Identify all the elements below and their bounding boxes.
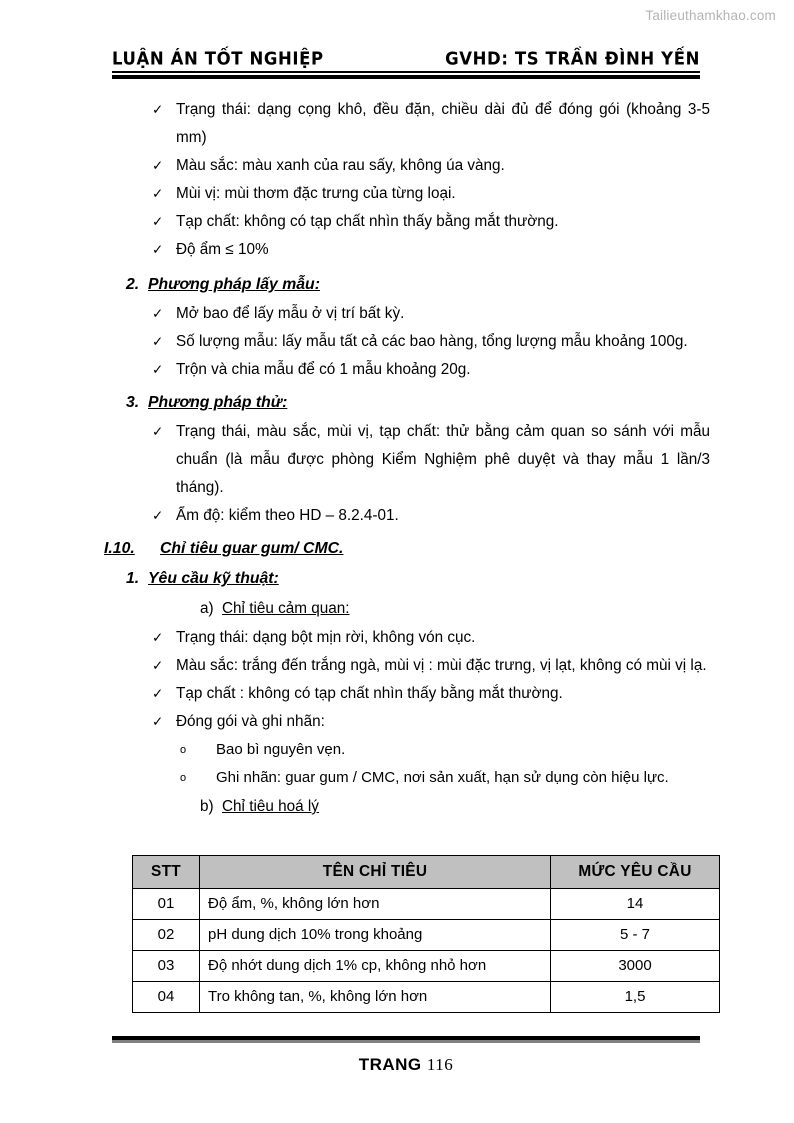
list-item [0,764,794,792]
list-item [0,708,794,736]
list-item-text: Độ ẩm ≤ 10% [176,241,269,258]
list-item-text: Tạp chất: không có tạp chất nhìn thấy bằng mắt thường. [176,213,559,230]
list-item-text: Số lượng mẫu: lấy mẫu tất cả các bao hàng, tổng lượng mẫu khoảng 100g. [176,333,688,350]
check-icon: ✓ [152,658,164,673]
spec-table [132,855,720,1013]
check-icon: ✓ [152,214,164,229]
check-icon: ✓ [152,334,164,349]
cell-value: 5 - 7 [551,920,720,951]
cell-stt: 03 [133,951,200,982]
list-item-text: Ẩm độ: kiểm theo HD – 8.2.4-01. [176,507,399,524]
table-header-row [133,856,720,889]
sub-title: Chỉ tiêu cảm quan: [222,600,350,617]
list-item [0,96,794,152]
heading-section-3 [0,388,794,418]
list-item-text: Trạng thái, màu sắc, mùi vị, tạp chất: thử bằng cảm quan so sánh với mẫu chuẩn (là mẫu được phòng Kiểm Nghiệm phê duyệt và thay mẫu 1 lần/3 tháng). [176,423,710,496]
list-item [0,502,794,530]
check-icon: ✓ [152,102,164,117]
heading-number: 3. [126,394,140,411]
list-item [0,356,794,384]
footer-page-number: 116 [426,1054,454,1074]
cell-name: pH dung dịch 10% trong khoảng [200,920,551,951]
document-footer [112,1036,700,1075]
cell-name: Độ ẩm, %, không lớn hơn [200,889,551,920]
header-left-title: LUẬN ÁN TỐT NGHIỆP [112,48,324,69]
section-label: I.10. [104,540,135,557]
table-header-value: MỨC YÊU CẦU [551,856,720,889]
cell-value: 14 [551,889,720,920]
cell-stt: 02 [133,920,200,951]
heading-text: Phương pháp thử: [148,394,288,411]
list-item [0,208,794,236]
heading-number: 1. [126,570,140,587]
list-item-text: Mùi vị: mùi thơm đặc trưng của từng loại. [176,185,456,202]
list-item-text: Ghi nhãn: guar gum / CMC, nơi sản xuất, hạn sử dụng còn hiệu lực. [216,769,669,786]
list-item [0,152,794,180]
footer-page-indicator [112,1055,700,1075]
check-icon: ✓ [152,424,164,439]
heading-section-I10 [0,534,794,564]
list-item-text: Trộn và chia mẫu để có 1 mẫu khoảng 20g. [176,361,471,378]
list-item-text: Đóng gói và ghi nhãn: [176,713,325,730]
heading-text: Yêu cầu kỹ thuật: [148,570,279,587]
cell-name: Độ nhớt dung dịch 1% cp, không nhỏ hơn [200,951,551,982]
table-row [133,920,720,951]
check-icon: ✓ [152,158,164,173]
heading-section-2 [0,270,794,300]
list-item [0,680,794,708]
table-row [133,889,720,920]
sub-letter: a) [200,600,214,617]
list-item-text: Màu sắc: màu xanh của rau sấy, không úa vàng. [176,157,505,174]
check-icon: ✓ [152,186,164,201]
circle-bullet-icon: o [180,772,187,784]
list-item [0,624,794,652]
list-item-text: Trạng thái: dạng bột mịn rời, không vón cục. [176,629,476,646]
check-icon: ✓ [152,686,164,701]
list-item-text: Mở bao để lấy mẫu ở vị trí bất kỳ. [176,305,405,322]
spec-table-container [132,855,692,1013]
header-rule-thin [112,71,700,73]
cell-stt: 01 [133,889,200,920]
list-item [0,328,794,356]
footer-label: TRANG [358,1054,422,1074]
check-icon: ✓ [152,306,164,321]
check-icon: ✓ [152,714,164,729]
list-item [0,300,794,328]
header-rule [112,71,700,79]
cell-name: Tro không tan, %, không lớn hơn [200,982,551,1013]
watermark-text: Tailieuthamkhao.com [645,8,776,23]
list-item-text: Trạng thái: dạng cọng khô, đều đặn, chiều dài đủ để đóng gói (khoảng 3-5 mm) [176,101,710,146]
list-item-text: Màu sắc: trắng đến trắng ngà, mùi vị : mùi đặc trưng, vị lạt, không có mùi vị lạ. [176,657,707,674]
sub-title: Chỉ tiêu hoá lý [222,798,319,815]
heading-sub-a [0,594,794,624]
cell-value: 1,5 [551,982,720,1013]
list-item-text: Tạp chất : không có tạp chất nhìn thấy bằng mắt thường. [176,685,563,702]
footer-rule [112,1036,700,1043]
document-header [112,44,700,90]
table-row [133,982,720,1013]
sub-letter: b) [200,798,214,815]
table-row [133,951,720,982]
cell-stt: 04 [133,982,200,1013]
circle-bullet-icon: o [180,744,187,756]
check-icon: ✓ [152,508,164,523]
list-item [0,236,794,264]
list-item [0,652,794,680]
document-body [0,96,794,822]
heading-sub-b [0,792,794,822]
list-item [0,418,794,502]
header-right-advisor: GVHD: TS TRẦN ĐÌNH YẾN [445,48,700,69]
footer-rule-gray [112,1040,700,1043]
cell-value: 3000 [551,951,720,982]
heading-section-1 [0,564,794,594]
table-header-stt: STT [133,856,200,889]
check-icon: ✓ [152,362,164,377]
list-item [0,180,794,208]
list-item-text: Bao bì nguyên vẹn. [216,741,346,758]
heading-text: Phương pháp lấy mẫu: [148,276,320,293]
table-header-name: TÊN CHỈ TIÊU [200,856,551,889]
heading-number: 2. [126,276,140,293]
section-title: Chỉ tiêu guar gum/ CMC. [160,540,344,557]
check-icon: ✓ [152,630,164,645]
check-icon: ✓ [152,242,164,257]
list-item [0,736,794,764]
header-rule-thick [112,75,700,80]
